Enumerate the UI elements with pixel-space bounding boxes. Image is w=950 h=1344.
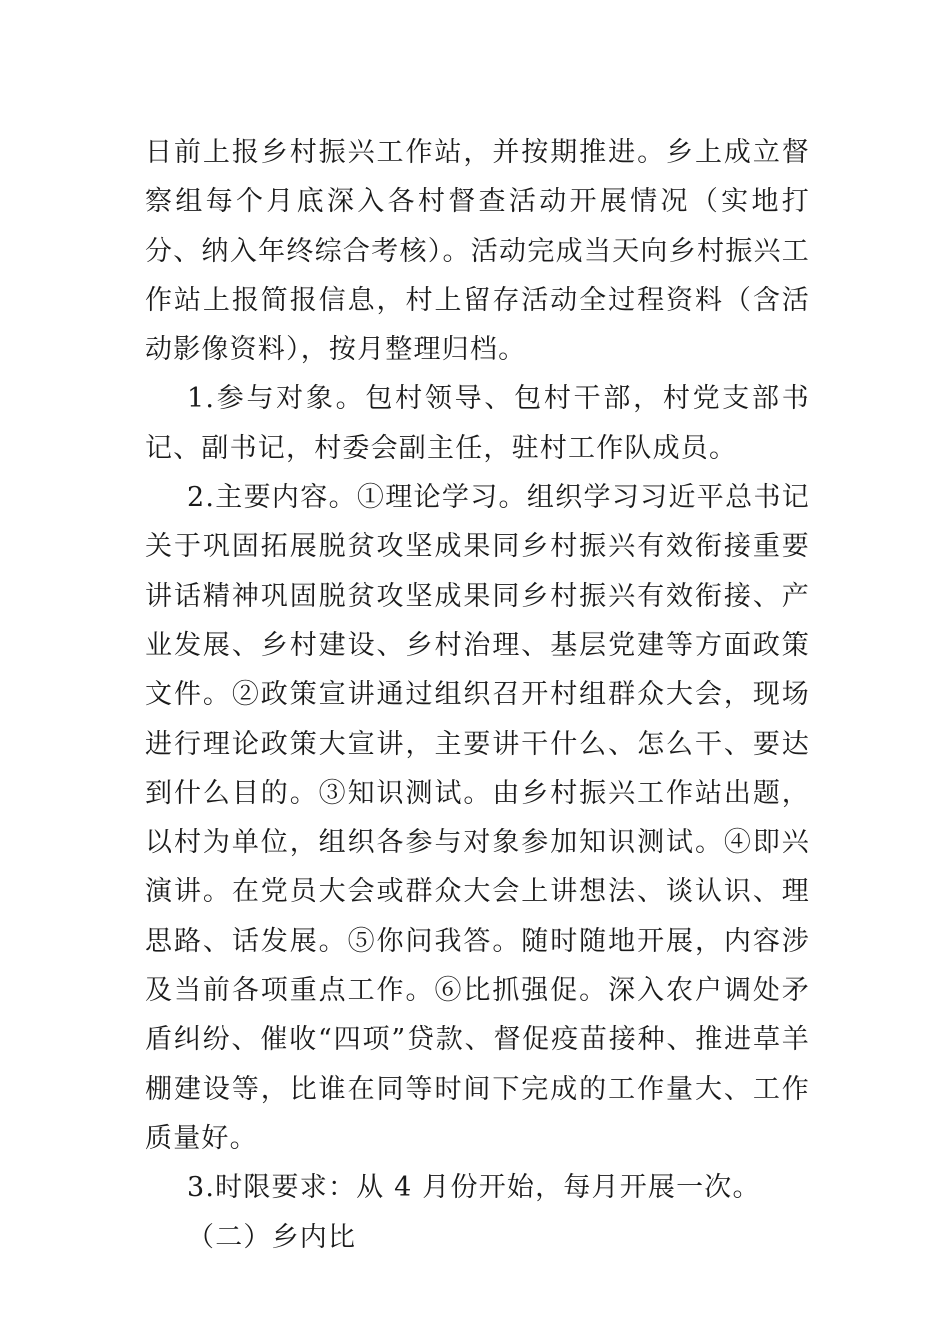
paragraph-participants: 1.参与对象。包村领导、包村干部，村党支部书记、副书记，村委会副主任，驻村工作队成员。 [145, 383, 810, 464]
document-body [145, 128, 810, 1262]
paragraph-continuation: 日前上报乡村振兴工作站，并按期推进。乡上成立督察组每个月底深入各村督查活动开展情况（实地打分、纳入年终综合考核）。活动完成当天向乡村振兴工作站上报简报信息，村上留存活动全过程资料（含活动影像资料），按月整理归档。 [145, 137, 810, 366]
paragraph-time-requirement: 3.时限要求：从 4 月份开始，每月开展一次。 [187, 1172, 761, 1204]
section-heading: （二）乡内比 [187, 1221, 357, 1253]
paragraph-main-content: 2.主要内容。①理论学习。组织学习习近平总书记关于巩固拓展脱贫攻坚成果同乡村振兴有效衔接重要讲话精神巩固脱贫攻坚成果同乡村振兴有效衔接、产业发展、乡村建设、乡村治理、基层党建等方面政策文件。②政策宣讲通过组织召开村组群众大会，现场进行理论政策大宣讲，主要讲干什么、怎么干、要达到什么目的。③知识测试。由乡村振兴工作站出题，以村为单位，组织各参与对象参加知识测试。④即兴演讲。在党员大会或群众大会上讲想法、谈认识、理思路、话发展。⑤你问我答。随时随地开展，内容涉及当前各项重点工作。⑥比抓强促。深入农户调处矛盾纠纷、催收“四项”贷款、督促疫苗接种、推进草羊棚建设等，比谁在同等时间下完成的工作量大、工作质量好。 [145, 482, 810, 1154]
